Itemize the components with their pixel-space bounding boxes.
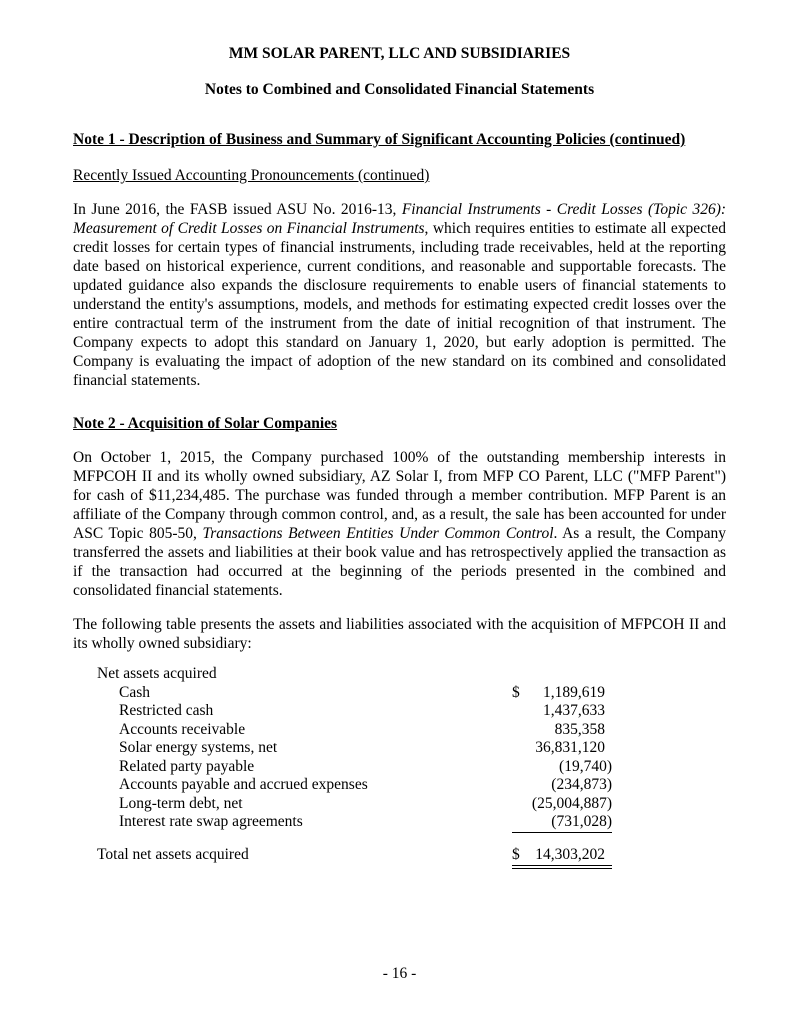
note1-subheading: Recently Issued Accounting Pronouncements (continued) (73, 167, 430, 184)
currency-symbol: $ (512, 683, 520, 701)
note1-paragraph: In June 2016, the FASB issued ASU No. 2016-13, Financial Instruments - Credit Losses (Topic 326): Measurement of Credit Losses on Financial Instruments, which requires entities to estimate all expected credit losses for certain types of financial instruments, including trade receivables, held at the reporting date based on historical experience, current conditions, and reasonable and supportable forecasts. The updated guidance also expands the disclosure requirements to enable users of financial statements to understand the entity's assumptions, models, and methods for estimating expected credit losses over the entire contractual term of the instrument from the date of initial recognition of that instrument. The Company expects to adopt this standard on January 1, 2020, but early adoption is permitted. The Company is evaluating the impact of adoption of the new standard on its combined and consolidated financial statements. (73, 201, 727, 389)
row-label: Related party payable (119, 757, 255, 775)
currency-symbol: $ (512, 845, 520, 863)
total-amount (512, 846, 612, 870)
table-row (73, 795, 726, 814)
table-row (73, 721, 726, 740)
table-row (73, 684, 726, 703)
total-value: 14,303,202 (535, 845, 605, 863)
table-section-label: Net assets acquired (97, 665, 217, 682)
row-value: (234,873) (551, 776, 612, 793)
row-value: 1,437,633 (543, 702, 605, 719)
row-value: (25,004,887) (531, 794, 612, 812)
row-value: 1,189,619 (543, 683, 605, 701)
row-amount (512, 758, 612, 777)
row-amount (512, 684, 612, 703)
table-row (73, 813, 726, 833)
row-label: Long-term debt, net (119, 794, 243, 812)
table-total-row (73, 846, 726, 870)
table-row (73, 739, 726, 758)
row-label: Solar energy systems, net (119, 739, 278, 756)
page-number: - 16 - (382, 965, 417, 982)
table-row (73, 758, 726, 777)
note1-heading: Note 1 - Description of Business and Summary of Significant Accounting Policies (continued) (73, 131, 686, 148)
row-amount (512, 813, 612, 833)
row-value: (19,740) (559, 757, 612, 775)
note2-heading: Note 2 - Acquisition of Solar Companies (73, 415, 338, 432)
row-value: 835,358 (554, 720, 605, 738)
row-amount (512, 795, 612, 814)
row-amount (512, 702, 612, 721)
row-amount (512, 721, 612, 740)
row-label: Accounts receivable (119, 720, 246, 738)
row-label: Restricted cash (119, 702, 214, 719)
document-subtitle: Notes to Combined and Consolidated Financial Statements (204, 81, 595, 98)
row-label: Accounts payable and accrued expenses (119, 776, 368, 793)
row-amount (512, 739, 612, 758)
note2-paragraph-1: On October 1, 2015, the Company purchased 100% of the outstanding membership interests in MFPCOH II and its wholly owned subsidiary, AZ Solar I, from MFP CO Parent, LLC ("MFP Parent") for cash of $11,234,485. The purchase was funded through a member contribution. MFP Parent is an affiliate of the Company through common control, and, as a result, the sale has been accounted for under ASC Topic 805-50, Transactions Between Entities Under Common Control. As a result, the Company transferred the assets and liabilities at their book value and has retrospectively applied the transaction as if the transaction had occurred at the beginning of the periods presented in the combined and consolidated financial statements. (73, 449, 727, 599)
document-title: MM SOLAR PARENT, LLC AND SUBSIDIARIES (228, 45, 571, 62)
row-label: Interest rate swap agreements (119, 813, 303, 830)
row-value: 36,831,120 (535, 739, 605, 756)
note2-paragraph-2: The following table presents the assets and liabilities associated with the acquisition of MFPCOH II and its wholly owned subsidiary: (73, 616, 726, 652)
table-row (73, 702, 726, 721)
table-row (73, 776, 726, 795)
row-label: Cash (119, 683, 150, 701)
total-label: Total net assets acquired (97, 845, 249, 863)
row-value: (731,028) (551, 813, 612, 830)
net-assets-table (73, 665, 726, 869)
row-amount (512, 776, 612, 795)
table-section-row (73, 665, 726, 684)
